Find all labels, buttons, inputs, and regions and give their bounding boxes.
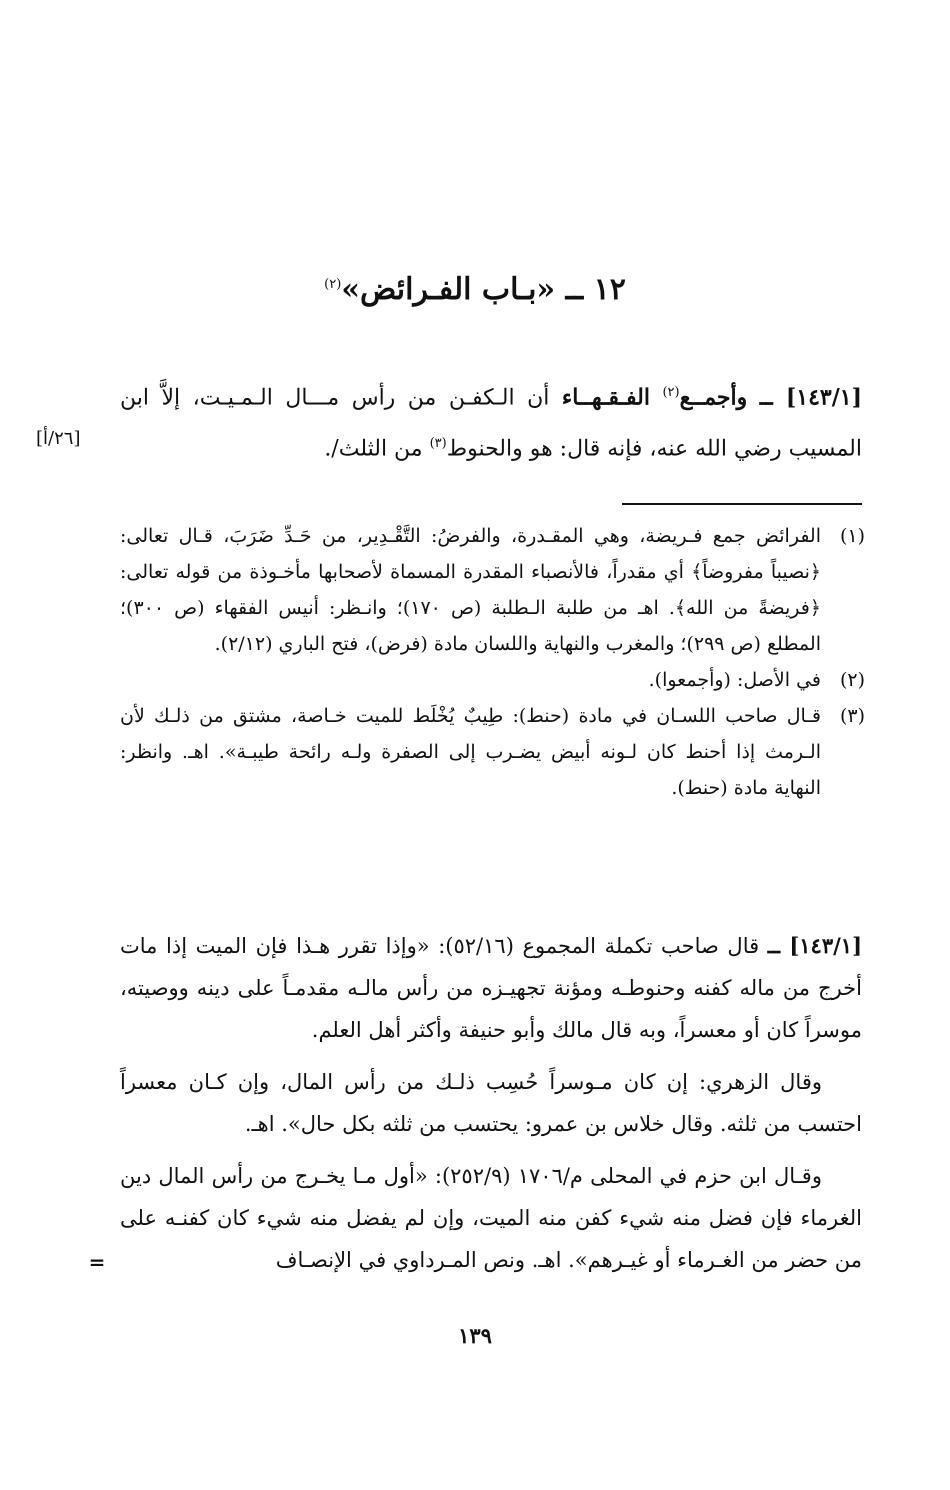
commentary-paragraph: وقـال ابن حزم في المحلى م/١٧٠٦ (٢٥٢/٩): «أول مـا يخـرج من رأس المال دين الغرماء فإن فضل منه شيء كفن منه الميت، وإن لم يفضل منه شيء كان كفنـه على من حضر من الغـرماء أو غيـرهم». اهـ. ونص المـرداوي في الإنصـاف — [120, 1164, 862, 1272]
margin-folio-reference: [٢٦/أ] — [36, 428, 81, 449]
commentary-paragraph-text: قال صاحب تكملة المجموع (٥٢/١٦): «وإذا تقرر هـذا فإن الميت إذا مات أخرج من ماله كفنه وحنوطـه ومؤنة تجهيـزه من رأس مالـه مقدمـاً على دينه ووصيته، موسراً كان أو معسراً، وبه قال مالك وأبو حنيفة وأكثر أهل العلم. — [120, 934, 862, 1042]
footnote-text: الفرائض جمع فـريضة، وهي المقـدرة، والفرضُ: التَّقْـدِير، من حَـدِّ ضَرَبَ، قـال تعالى: ﴿نصيباً مفروضاً﴾ أي مقدراً، فالأنصباء المقدرة المسماة لأصحابها مأخـوذة من قوله تعالى: ﴿فريضةً من الله﴾. اهـ من طلبة الـطلبة (ص ١٧٠)؛ وانـظر: أنيس الفقهاء (ص ٣٠٠)؛ المطلع (ص ٢٩٩)؛ والمغرب والنهاية واللسان مادة (فرض)، فتح الباري (٢/١٢). — [120, 525, 821, 655]
commentary-reference: [١٤٣/١] ــ — [767, 933, 862, 958]
commentary-paragraph: وقال الزهري: إن كان مـوسراً حُسِب ذلـك من رأس المال، وإن كـان معسراً احتسب من ثلثه. وقال خلاس بن عمرو: يحتسب من ثلثه بكل حال». اهـ. — [120, 1070, 862, 1136]
footnote-number: (١) — [839, 525, 865, 547]
commentary-paragraph — [120, 925, 862, 1051]
footnote — [120, 518, 865, 662]
footnote-text: في الأصل: (وأجمعوا). — [648, 669, 821, 691]
entry-term: وأجمــع — [679, 384, 748, 411]
main-entry — [120, 370, 862, 473]
entry-text-part2: من الثلث/. — [324, 436, 423, 462]
footnote — [120, 698, 865, 806]
entry-text-part1: أن الـكفـن من رأس مـــال الـمـيـت، إلاَّ ابن المسيب رضي الله عنه، فإنه قال: هو والحنوط — [120, 385, 862, 462]
chapter-title-note-marker: (٢) — [324, 277, 342, 292]
footnote-text: قـال صاحب اللسـان في مادة (حنط): طِيبٌ يُخْلَط للميت خـاصة، مشتق من ذلـك لأن الـرمث إذا أحنط كان لـونه أبيض يضـرب إلى الصفرة ولـه رائحة طيبـة». اهـ. وانظر: النهاية مادة (حنط). — [120, 705, 821, 799]
entry-term-note-marker: (٢) — [662, 385, 680, 400]
footnote-number: (٢) — [839, 669, 865, 691]
footnote-separator-rule — [622, 503, 862, 505]
commentary — [120, 925, 862, 1291]
continuation-mark: = — [88, 1250, 106, 1274]
footnote-number: (٣) — [839, 705, 865, 727]
entry-reference: [١٤٣/١] ــ — [759, 384, 862, 411]
footnote — [120, 662, 865, 698]
footnotes — [120, 518, 865, 806]
page-number: ١٣٩ — [458, 1323, 492, 1348]
entry-text-note-marker: (٣) — [429, 436, 447, 452]
chapter-title-text: ١٢ ــ «بـاب الفـرائض» — [341, 272, 626, 307]
entry-subject: الفـقـهــاء — [561, 384, 650, 411]
chapter-title — [120, 272, 830, 307]
